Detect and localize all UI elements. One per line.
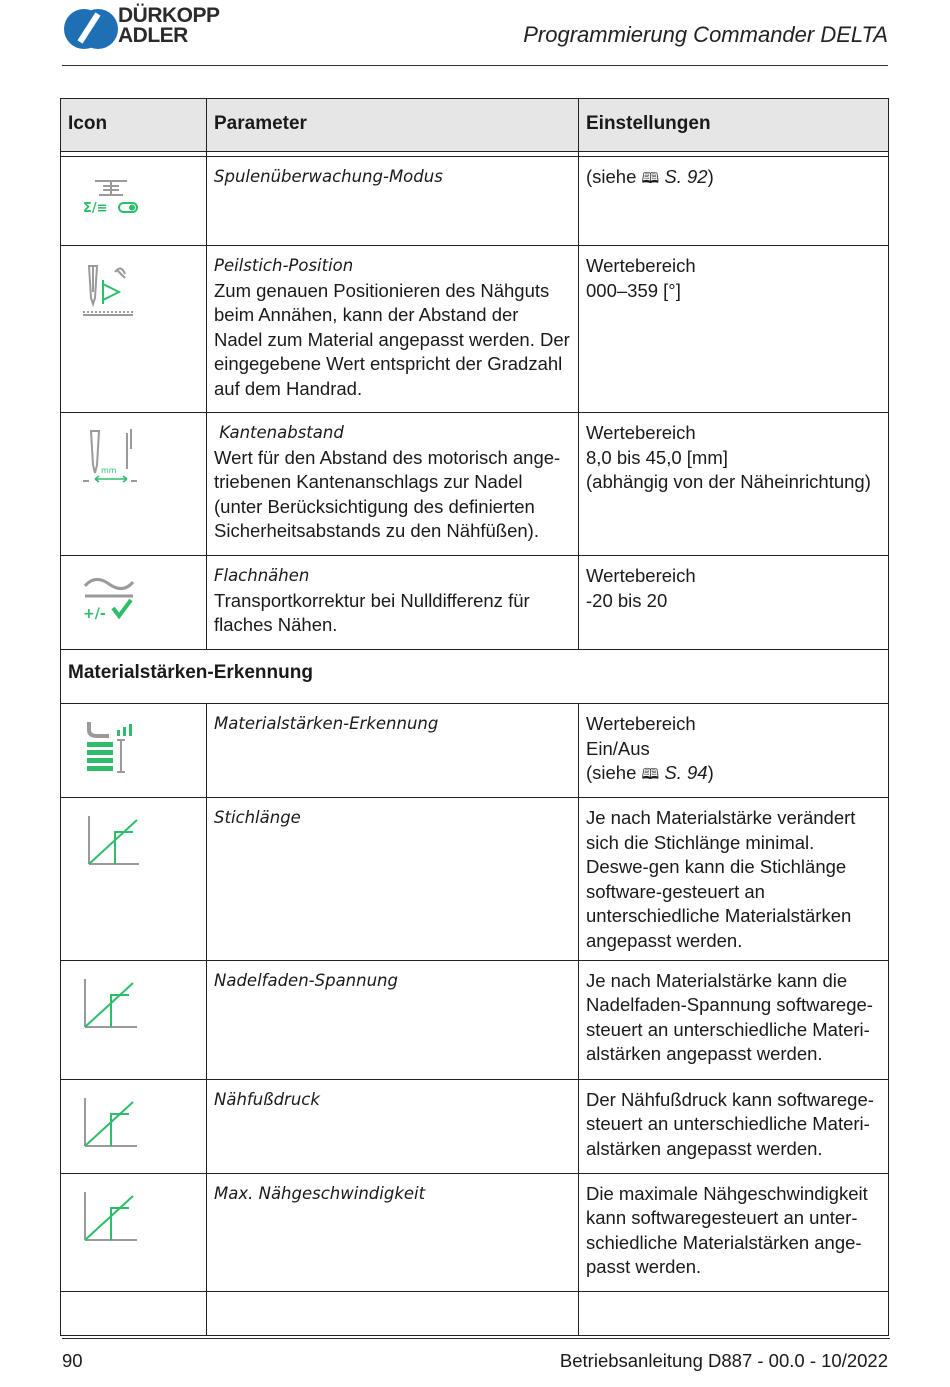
graph-icon (81, 977, 141, 1033)
setting-value: Je nach Materialstärke verändert sich die Stichlänge minimal. Deswe-gen kann die Stichlänge software-gesteuert an unterschiedliche Materialstärken angepasst werden. (579, 798, 889, 961)
setting-value: Wertebereich 000–359 [°] (579, 246, 889, 413)
table-row (61, 798, 889, 961)
material-thickness-icon (81, 720, 141, 780)
footer-divider (62, 1338, 890, 1339)
table-row (61, 1173, 889, 1291)
page-reference[interactable]: S. 94 (659, 762, 708, 784)
svg-text:Σ/≡: Σ/≡ (83, 201, 108, 216)
column-header-parameter: Parameter (207, 99, 579, 152)
section-title: Materialstärken-Erkennung (61, 650, 889, 704)
column-header-settings: Einstellungen (579, 99, 889, 152)
parameter-description: Zum genauen Positionieren des Nähguts beim Annähen, kann der Abstand der Nadel zum Material angepasst werden. Der eingegebene Wert entspricht der Gradzahl auf dem Handrad. (214, 279, 570, 399)
parameter-name: Max. Nähgeschwindigkeit (214, 1183, 426, 1203)
table-header-row (61, 99, 889, 152)
parameter-description: Wert für den Abstand des motorisch ange-triebenen Kantenanschlags zur Nadel (unter Berücksichtigung des definierten Sicherheitsabstands zu den Nähfüßen). (214, 446, 561, 542)
section-header-row (61, 650, 889, 704)
page-reference[interactable]: S. 92 (659, 166, 708, 187)
setting-value: Je nach Materialstärke kann die Nadelfaden-Spannung softwarege-steuert an unterschiedliche Materi-alstärken angepasst werden. (579, 960, 889, 1079)
parameter-table (60, 98, 889, 1336)
parameter-name: Flachnähen (214, 566, 310, 585)
table-row (61, 704, 889, 798)
graph-icon (81, 814, 141, 870)
flat-sewing-icon (81, 572, 141, 624)
setting-value: Wertebereich -20 bis 20 (579, 556, 889, 650)
document-reference: Betriebsanleitung D887 - 00.0 - 10/2022 (559, 1350, 888, 1371)
parameter-name: Nähfußdruck (214, 1089, 320, 1109)
setting-value: Wertebereich 8,0 bis 45,0 [mm] (abhängig von der Näheinrichtung) (579, 413, 889, 556)
setting-value: Wertebereich Ein/Aus (siehe 🕮 S. 94) (579, 704, 889, 798)
parameter-name: Nadelfaden-Spannung (214, 970, 398, 990)
svg-text:+/-: +/- (83, 606, 106, 622)
parameter-name: Spulenüberwachung-Modus (214, 167, 443, 186)
parameter-name: Kantenabstand (214, 423, 344, 442)
column-header-icon: Icon (61, 99, 207, 152)
edge-distance-icon (81, 429, 141, 485)
graph-icon (81, 1190, 141, 1246)
table-row (61, 157, 889, 246)
brand-line-2: ADLER (118, 24, 188, 47)
parameter-name: Stichlänge (214, 808, 301, 827)
table-row (61, 413, 889, 556)
setting-value: Die maximale Nähgeschwindigkeit kann softwaregesteuert an unter-schiedliche Materialstärken ange-passt werden. (579, 1173, 889, 1291)
graph-icon (81, 1096, 141, 1152)
table-row (61, 246, 889, 413)
page-header-title: Programmierung Commander DELTA (523, 22, 888, 47)
page-number: 90 (62, 1350, 83, 1371)
header-divider (62, 65, 888, 66)
table-row (61, 1079, 889, 1173)
table-row (61, 556, 889, 650)
parameter-name: Materialstärken-Erkennung (214, 714, 439, 733)
empty-table-row (61, 1291, 889, 1335)
brand-line-1: DÜRKOPP (118, 4, 220, 27)
needle-position-icon (81, 262, 141, 318)
setting-value: (siehe 🕮 S. 92) (579, 157, 889, 246)
book-icon: 🕮 (641, 765, 660, 784)
table-row (61, 960, 889, 1079)
parameter-name: Peilstich-Position (214, 256, 354, 275)
setting-value: Der Nähfußdruck kann softwarege-steuert an unterschiedliche Materi-alstärken angepasst werden. (579, 1079, 889, 1173)
svg-text:mm: mm (101, 466, 117, 475)
brand-name (118, 6, 220, 46)
bobbin-monitoring-mode-icon (81, 173, 141, 217)
book-icon: 🕮 (641, 169, 660, 187)
parameter-description: Transportkorrektur bei Nulldifferenz für flaches Nähen. (214, 589, 530, 636)
